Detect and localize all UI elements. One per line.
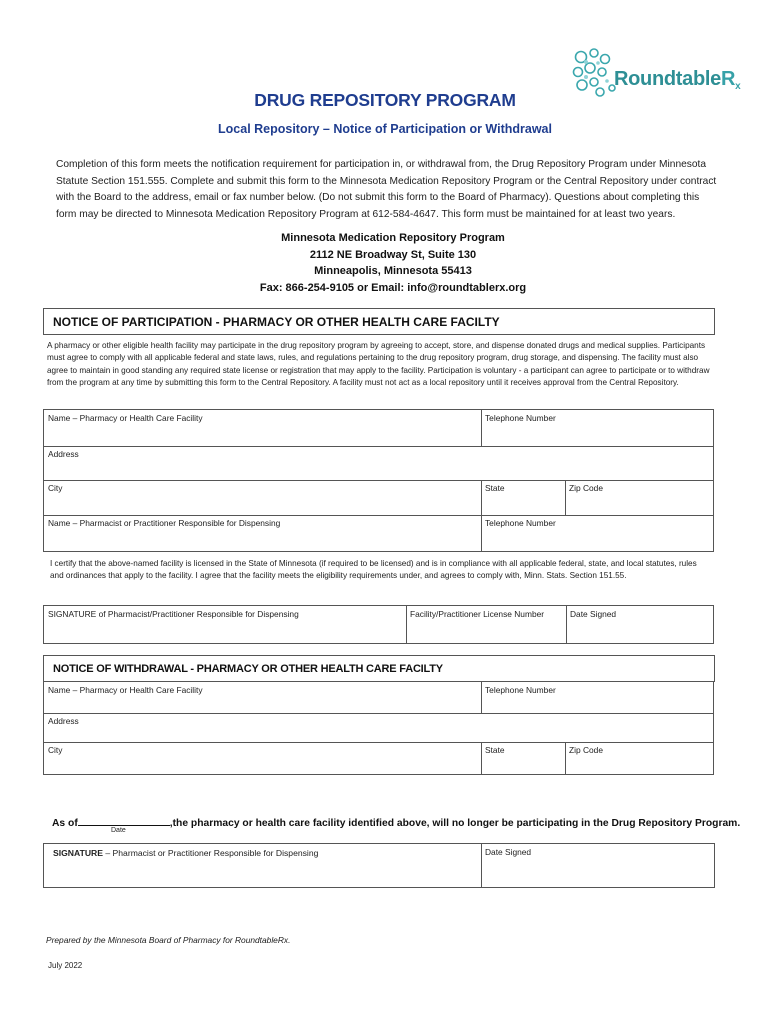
withdrawal-city-field[interactable] bbox=[44, 742, 481, 774]
participation-signature-table bbox=[43, 605, 714, 644]
contact-city: Minneapolis, Minnesota 55413 bbox=[314, 265, 472, 277]
withdrawal-telephone-label: Telephone Number bbox=[485, 685, 556, 695]
document-date: July 2022 bbox=[48, 961, 83, 970]
pharmacist-name-label: Name – Pharmacist or Practitioner Responsible for Dispensing bbox=[48, 518, 281, 528]
signature-field[interactable] bbox=[44, 606, 406, 643]
intro-paragraph: Completion of this form meets the notification requirement for participation in, or withdrawal from, the Drug Repository Program under Minnesota Statute Section 151.555. Complete and submit this form to the Minnesota Medication Repository Program or the Central Repository under contract with the Board to the address, email or fax number below. (Do not submit this form to the Board of Pharmacy). Questions about completing this form may be directed to Minnesota Medication Repository Program at 612-584-4647. This form must be maintained for at least two years. bbox=[56, 159, 717, 220]
withdrawal-date-signed-label: Date Signed bbox=[485, 847, 532, 857]
withdrawal-state-label: State bbox=[485, 745, 505, 755]
contact-org: Minnesota Medication Repository Program bbox=[281, 232, 505, 244]
withdrawal-heading-box bbox=[43, 655, 715, 682]
withdrawal-zip-field[interactable] bbox=[565, 742, 713, 774]
withdrawal-zip-label: Zip Code bbox=[569, 745, 603, 755]
withdrawal-signature-table bbox=[43, 843, 715, 888]
zip-label: Zip Code bbox=[569, 483, 603, 493]
zip-field[interactable] bbox=[565, 480, 713, 515]
withdrawal-facility-name-field[interactable] bbox=[44, 682, 481, 713]
withdrawal-address-label: Address bbox=[48, 716, 79, 726]
date-caption: Date bbox=[111, 827, 126, 834]
date-signed-label: Date Signed bbox=[570, 609, 617, 619]
withdrawal-signature-bold: SIGNATURE bbox=[53, 848, 103, 858]
withdrawal-city-label: City bbox=[48, 745, 63, 755]
signature-label: SIGNATURE of Pharmacist/Practitioner Responsible for Dispensing bbox=[48, 609, 299, 619]
pharmacist-telephone-label: Telephone Number bbox=[485, 518, 556, 528]
certification-text: I certify that the above-named facility is licensed in the State of Minnesota (if required to be licensed) and is in compliance with all applicable federal, state, and local statutes, rules and ordinances that apply to the facility. I agree that the facility meets the eligibility requirements under, and agrees to comply with, Minn. Stats. Section 151.55. bbox=[50, 559, 697, 581]
prepared-by-note: Prepared by the Minnesota Board of Pharmacy for RoundtableRx. bbox=[46, 935, 291, 945]
facility-name-label: Name – Pharmacy or Health Care Facility bbox=[48, 413, 203, 423]
as-of-statement bbox=[52, 815, 740, 829]
withdrawal-heading: NOTICE OF WITHDRAWAL - PHARMACY OR OTHER HEALTH CARE FACILTY bbox=[53, 663, 443, 675]
participation-description: A pharmacy or other eligible health facility may participate in the drug repository program by agreeing to accept, store, and dispense donated drugs and medical supplies. Participants must agree to comply with all applicable federal and state laws, rules, and regulations pertaining to the drug repository program, drug storage, and dispensing. The facility must also agree to maintain in good standing any required state license or registration that may apply to the facility. Participation is voluntary - a participant can agree to participate or to withdraw from the program at any time by submitting this form to the Central Repository. A facility must not act as a local repository until it receives approval from the Central Repository. bbox=[47, 341, 710, 388]
participation-form-table bbox=[43, 409, 714, 552]
date-signed-field[interactable] bbox=[566, 606, 713, 643]
withdrawal-signature-rest: – Pharmacist or Practitioner Responsible for Dispensing bbox=[102, 848, 319, 858]
participation-heading-box bbox=[43, 308, 715, 335]
license-number-field[interactable] bbox=[406, 606, 566, 643]
logo-wordmark: RoundtableR$_x$ bbox=[614, 68, 741, 92]
license-number-label: Facility/Practitioner License Number bbox=[410, 609, 545, 619]
withdrawal-address-field[interactable] bbox=[44, 713, 713, 742]
page-subtitle: Local Repository – Notice of Participation or Withdrawal bbox=[218, 122, 552, 136]
pharmacist-name-field[interactable] bbox=[44, 515, 481, 551]
address-label: Address bbox=[48, 449, 79, 459]
withdrawal-telephone-field[interactable] bbox=[481, 682, 713, 713]
state-label: State bbox=[485, 483, 505, 493]
withdrawal-form-table bbox=[43, 681, 714, 775]
telephone-field[interactable] bbox=[481, 410, 713, 446]
page-title: DRUG REPOSITORY PROGRAM bbox=[254, 90, 516, 110]
participation-heading: NOTICE OF PARTICIPATION - PHARMACY OR OTHER HEALTH CARE FACILTY bbox=[53, 315, 500, 329]
withdrawal-signature-field[interactable] bbox=[49, 845, 481, 888]
telephone-label: Telephone Number bbox=[485, 413, 556, 423]
withdrawal-state-field[interactable] bbox=[481, 742, 565, 774]
as-of-prefix: As of bbox=[52, 818, 78, 829]
contact-address-block bbox=[0, 230, 770, 296]
facility-name-field[interactable] bbox=[44, 410, 481, 446]
withdrawal-date-blank[interactable] bbox=[78, 815, 170, 826]
city-field[interactable] bbox=[44, 480, 481, 515]
pharmacist-telephone-field[interactable] bbox=[481, 515, 713, 551]
contact-street: 2112 NE Broadway St, Suite 130 bbox=[309, 248, 477, 261]
withdrawal-facility-name-label: Name – Pharmacy or Health Care Facility bbox=[48, 685, 203, 695]
withdrawal-date-signed-field[interactable] bbox=[481, 844, 714, 887]
address-field[interactable] bbox=[44, 446, 713, 480]
state-field[interactable] bbox=[481, 480, 565, 515]
as-of-suffix: ,the pharmacy or health care facility identified above, will no longer be participating in the Drug Repository Program. bbox=[169, 818, 741, 829]
contact-fax-email: Fax: 866-254-9105 or Email: info@roundtablerx.org bbox=[259, 281, 527, 294]
city-label: City bbox=[48, 483, 63, 493]
